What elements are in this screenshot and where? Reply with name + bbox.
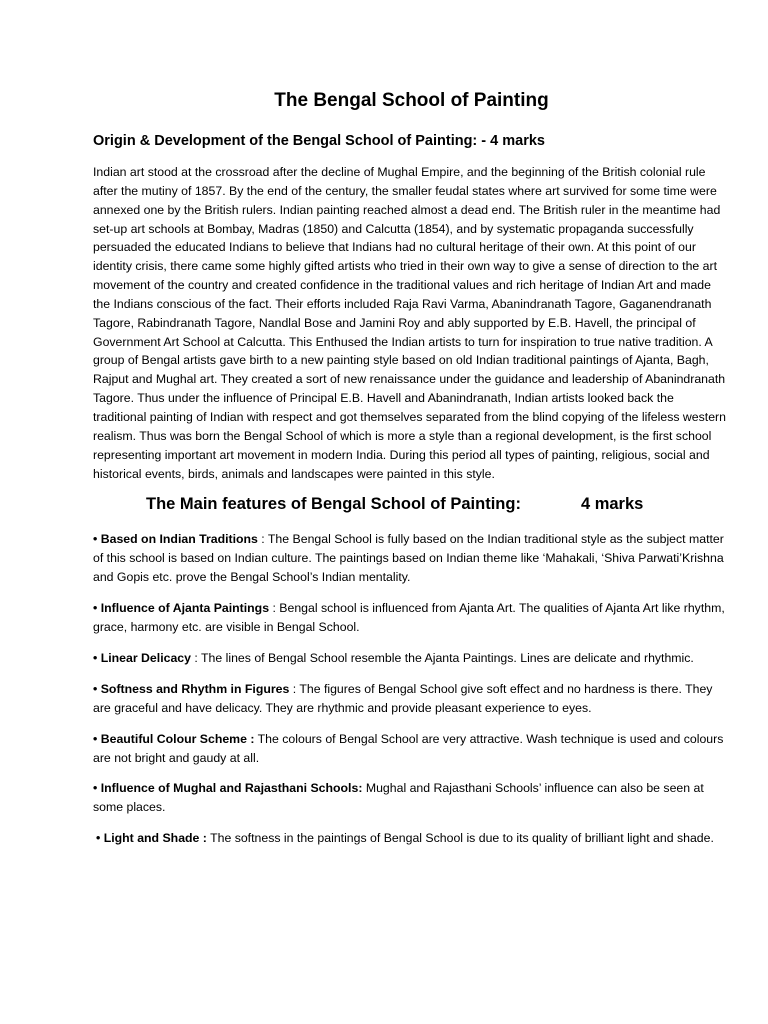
feature-separator: :: [289, 681, 300, 696]
feature-text: The lines of Bengal School resemble the Ajanta Paintings. Lines are delicate and rhythmic.: [201, 650, 694, 665]
feature-separator: :: [269, 601, 280, 616]
feature-title: Softness and Rhythm in Figures: [100, 681, 290, 696]
features-marks: 4 marks: [580, 495, 644, 514]
feature-text: Mughal and Rajasthani Schools’ influence can also be seen at some places.: [93, 781, 704, 815]
feature-item: [93, 829, 730, 848]
feature-title: Influence of Ajanta Paintings: [100, 601, 270, 616]
feature-separator: :: [257, 532, 268, 547]
features-heading: [93, 492, 730, 516]
feature-item: [93, 779, 730, 817]
feature-item: [93, 530, 730, 587]
page-title: The Bengal School of Painting: [274, 90, 549, 111]
features-heading-text: The Main features of Bengal School of Painting:: [146, 495, 521, 514]
bullet-icon: •: [93, 681, 98, 696]
feature-title: Light and Shade :: [103, 831, 207, 846]
feature-item: [93, 599, 730, 637]
features-list: [93, 530, 730, 848]
feature-separator: :: [190, 650, 201, 665]
feature-text: The Bengal School is fully based on the Indian traditional style as the subject matter of this school is based on Indian culture. The paintings based on Indian theme like ‘Mahakali, ‘Shiva Parwati’Krishna and Gopis etc. prove the Bengal School’s Indian mentality.: [93, 532, 724, 585]
feature-text: The softness in the paintings of Bengal School is due to its quality of brilliant light and shade.: [210, 831, 714, 846]
feature-item: [93, 649, 730, 668]
feature-text: The figures of Bengal School give soft effect and no hardness is there. They are graceful and have delicacy. They are rhythmic and provide pleasant experience to eyes.: [93, 681, 713, 715]
bullet-icon: •: [93, 601, 98, 616]
feature-text: The colours of Bengal School are very attractive. Wash technique is used and colours are not bright and gaudy at all.: [93, 731, 724, 765]
feature-item: [93, 680, 730, 718]
feature-title: Based on Indian Traditions: [100, 532, 258, 547]
feature-item: [93, 730, 730, 768]
bullet-icon: •: [93, 781, 98, 796]
bullet-icon: •: [93, 532, 98, 547]
origin-heading: Origin & Development of the Bengal School of Painting: - 4 marks: [93, 133, 545, 149]
bullet-icon: •: [93, 650, 98, 665]
bullet-icon: •: [96, 831, 101, 846]
bullet-icon: •: [93, 731, 98, 746]
feature-title: Beautiful Colour Scheme :: [100, 731, 255, 746]
feature-text: Bengal school is influenced from Ajanta Art. The qualities of Ajanta Art like rhythm, grace, harmony etc. are visible in Bengal School.: [93, 601, 725, 634]
feature-title: Influence of Mughal and Rajasthani Schools:: [100, 781, 363, 796]
feature-title: Linear Delicacy: [100, 650, 191, 665]
origin-paragraph: Indian art stood at the crossroad after the decline of Mughal Empire, and the beginning of the British colonial rule after the mutiny of 1857. By the end of the century, the smaller feudal states where art survived for some time were annexed one by the British rulers. Indian painting reached almost a dead end. The British ruler in the meantime had set-up art schools at Bombay, Madras (1850) and Calcutta (1854), and by systematic propaganda successfully persuaded the educated Indians to believe that Indians had no cultural heritage of their own. At this point of our identity crisis, there came some highly gifted artists who tried in their own way to give a sense of direction to the art movement of the country and created confidence in the traditional values and rich heritage of Indian Art and made the Indians conscious of the fact. Their efforts included Raja Ravi Varma, Abanindranath Tagore, Gaganendranath Tagore, Rabindranath Tagore, Nandlal Bose and Jamini Roy and ably supported by E.B. Havell, the principal of Government Art School at Calcutta. This Enthused the Indian artists to turn for inspiration to true native tradition. A group of Bengal artists gave birth to a new painting style based on old Indian traditional paintings of Ajanta, Bagh, Rajput and Mughal art. They created a sort of new renaissance under the guidance and leadership of Abanindranath Tagore. Thus under the influence of Principal E.B. Havell and Abanindranath, Indian artists looked back the traditional painting of Indian with respect and got themselves separated from the blind copying of the lifeless western realism. Thus was born the Bengal School of which is more a style than a regional development, is the first school representing important art movement in modern India. During this period all types of painting, religious, social and historical events, birds, animals and landscapes were painted in this style.: [93, 165, 726, 481]
